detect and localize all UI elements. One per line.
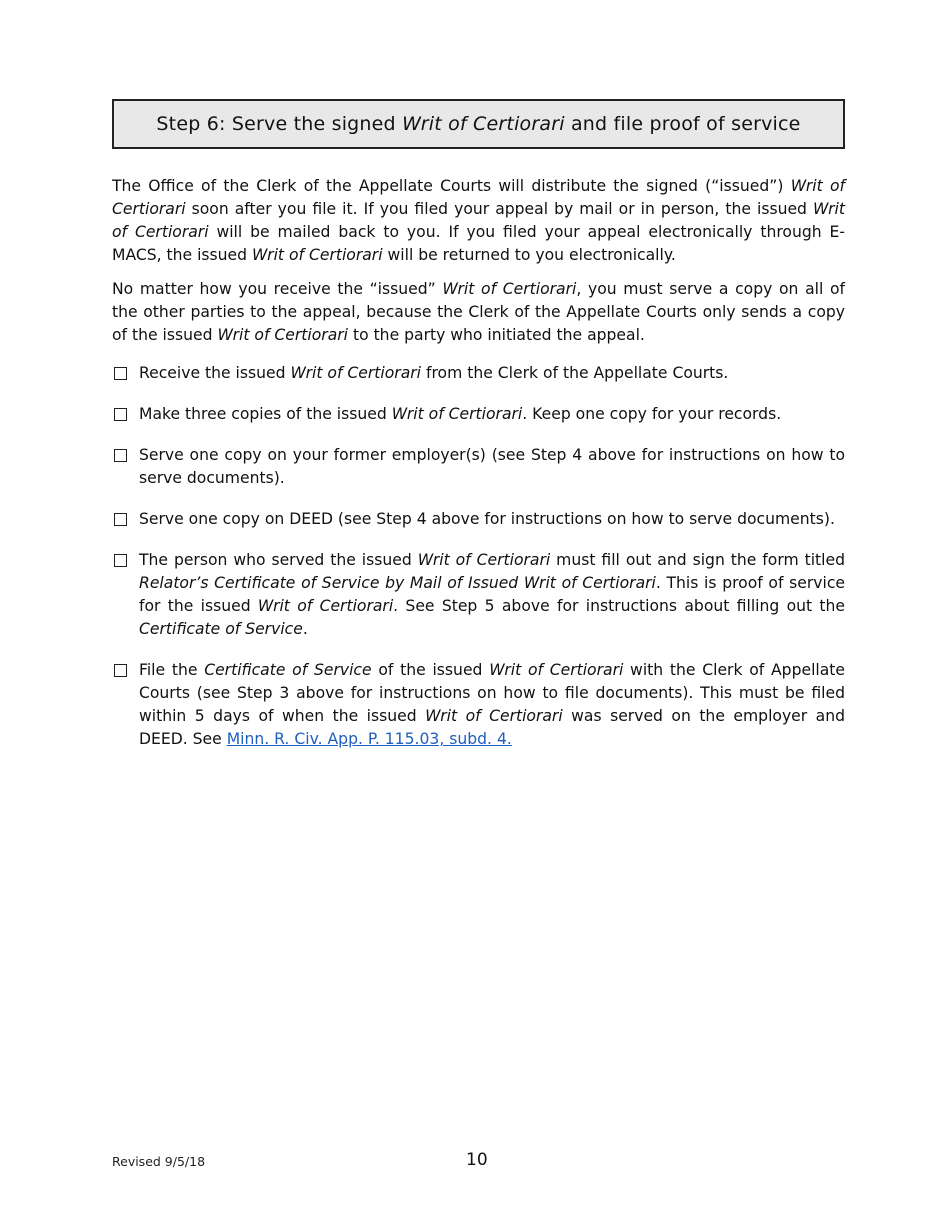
section-title: Step 6: Serve the signed Writ of Certiorari and file proof of service xyxy=(156,113,801,135)
checklist-item-file-certificate: File the Certificate of Service of the issued Writ of Certiorari with the Clerk of Appellate Courts (see Step 3 above for instructions on how to file documents). This must be filed within 5 days of when the issued Writ of Certiorari was served on the employer and DEED. See Minn. R. Civ. App. P. 115.03, subd. 4. xyxy=(112,659,845,751)
checkbox-icon[interactable] xyxy=(114,408,127,421)
checklist-item-make-copies: Make three copies of the issued Writ of Certiorari. Keep one copy for your records. xyxy=(112,403,845,426)
revision-date: Revised 9/5/18 xyxy=(112,1154,206,1169)
checklist-item-receive-writ: Receive the issued Writ of Certiorari from the Clerk of the Appellate Courts. xyxy=(112,362,845,385)
checkbox-icon[interactable] xyxy=(114,664,127,677)
intro-paragraph-2: No matter how you receive the “issued” Writ of Certiorari, you must serve a copy on all of the other parties to the appeal, because the Clerk of the Appellate Courts only sends a copy of the issued Writ of Certiorari to the party who initiated the appeal. xyxy=(112,280,846,344)
checkbox-icon[interactable] xyxy=(114,513,127,526)
checklist-item-serve-employer: Serve one copy on your former employer(s) (see Step 4 above for instructions on how to serve documents). xyxy=(112,444,845,490)
page-number: 10 xyxy=(466,1150,488,1170)
intro-paragraph-1: The Office of the Clerk of the Appellate Courts will distribute the signed (“issued”) Writ of Certiorari soon after you file it. If you filed your appeal by mail or in person, the issued Writ of Certiorari will be mailed back to you. If you filed your appeal electronically through E-MACS, the issued Writ of Certiorari will be returned to you electronically. xyxy=(112,177,846,264)
checkbox-icon[interactable] xyxy=(114,554,127,567)
checklist xyxy=(112,362,845,751)
checklist-item-certificate-of-service: The person who served the issued Writ of Certiorari must fill out and sign the form titled Relator’s Certificate of Service by Mail of Issued Writ of Certiorari. This is proof of service for the issued Writ of Certiorari. See Step 5 above for instructions about filling out the Certificate of Service. xyxy=(112,549,845,641)
checkbox-icon[interactable] xyxy=(114,449,127,462)
checkbox-icon[interactable] xyxy=(114,367,127,380)
checklist-item-serve-deed: Serve one copy on DEED (see Step 4 above for instructions on how to serve documents). xyxy=(112,508,845,531)
rule-link[interactable]: Minn. R. Civ. App. P. 115.03, subd. 4. xyxy=(226,730,512,748)
document-page xyxy=(112,99,845,769)
section-title-box xyxy=(112,99,845,149)
